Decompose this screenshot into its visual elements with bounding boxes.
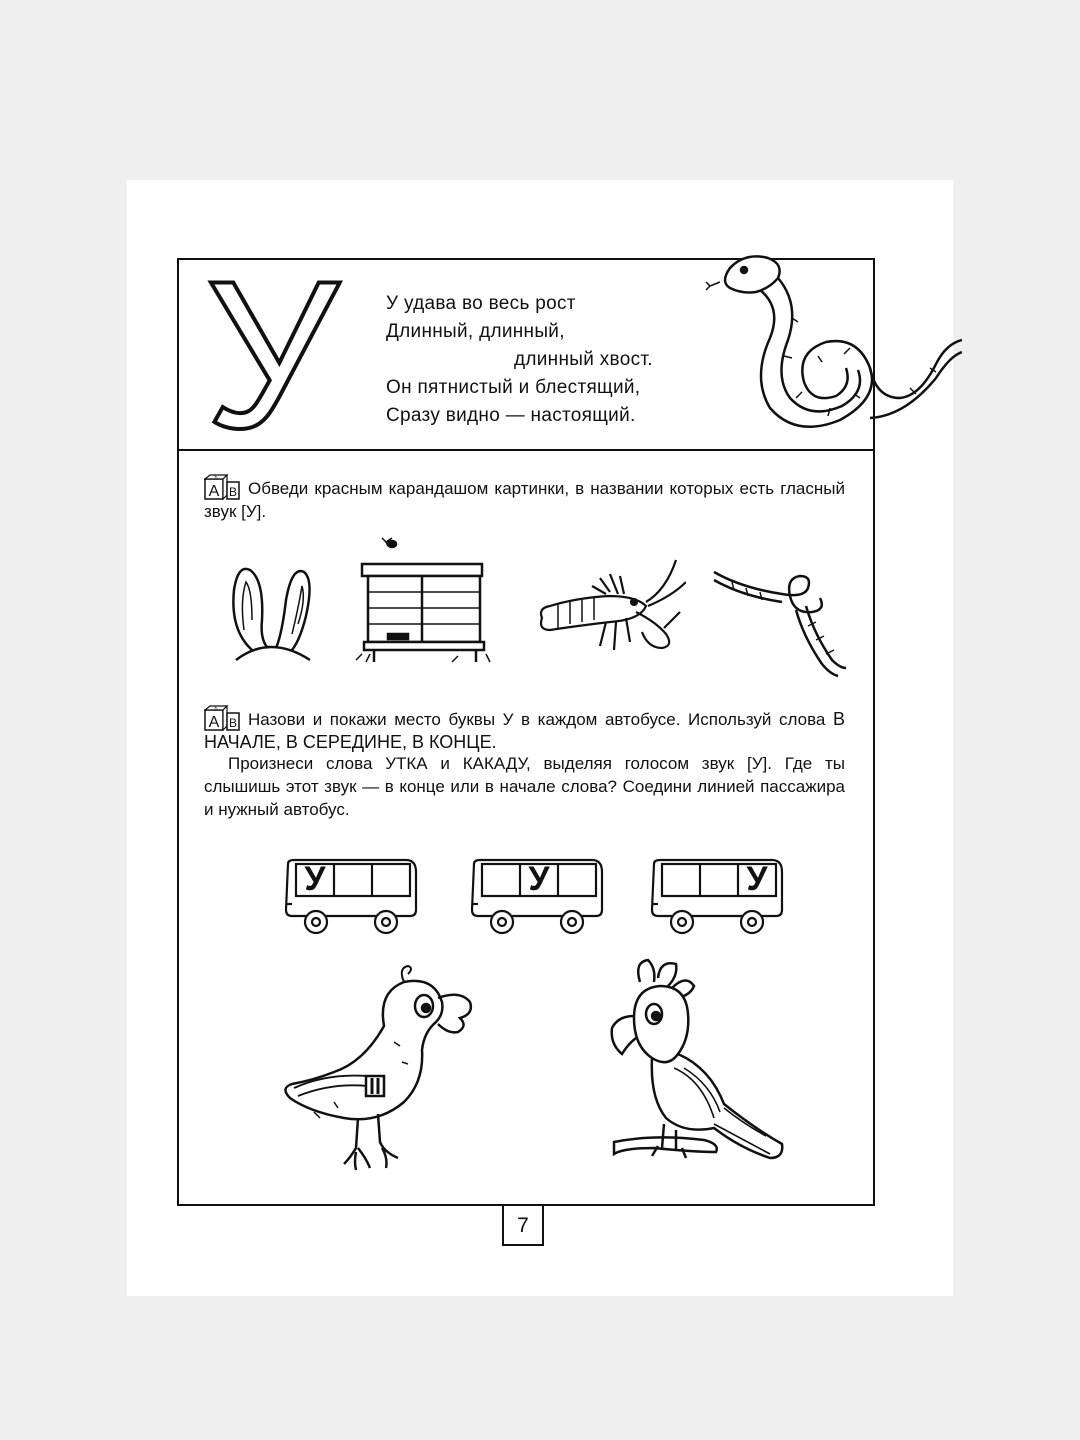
boa-snake-icon	[700, 248, 962, 444]
poem-line: Длинный, длинный,	[386, 321, 565, 342]
task-2-text: Назови и покажи место буквы У в каждом автобусе. Используй слова	[248, 710, 833, 729]
task-2	[204, 705, 845, 754]
svg-text:В: В	[228, 485, 238, 499]
bus-end[interactable]	[648, 858, 784, 938]
bus-start[interactable]	[282, 858, 418, 938]
poem	[386, 290, 686, 430]
poem-line: Сразу видно — настоящий.	[386, 405, 636, 426]
bus-letter: У	[528, 860, 550, 898]
task-1-text: Обведи красным карандашом картинки, в названии которых есть гласный звук [У].	[204, 479, 845, 521]
svg-text:Б: Б	[214, 706, 218, 712]
bus-middle[interactable]	[468, 858, 604, 938]
duck-icon[interactable]	[274, 962, 480, 1176]
svg-text:В: В	[228, 716, 238, 730]
task-2-emphasis: В НАЧАЛЕ, В СЕРЕДИНЕ, В КОНЦЕ.	[204, 709, 845, 752]
header-divider	[177, 449, 875, 451]
crayfish-icon[interactable]	[536, 552, 686, 660]
big-letter-text: У	[205, 255, 339, 440]
poem-line: Он пятнистый и блестящий,	[386, 377, 641, 398]
task-1	[204, 474, 845, 523]
abv-blocks-icon	[204, 705, 240, 731]
svg-text:Б: Б	[214, 475, 218, 481]
bus-letter: У	[746, 860, 768, 898]
poem-line: длинный хвост.	[514, 349, 653, 370]
cockatoo-icon[interactable]	[594, 958, 794, 1180]
ears-icon[interactable]	[222, 560, 318, 666]
svg-text:А: А	[208, 483, 220, 500]
rope-knot-icon[interactable]	[712, 564, 848, 682]
bus-letter: У	[304, 860, 326, 898]
big-letter-u	[200, 255, 350, 440]
task-2-paragraph: Произнеси слова УТКА и КАКАДУ, выделяя голосом звук [У]. Где ты слышишь этот звук — в конце или в начале слова? Соедини линией пассажира и нужный автобус.	[204, 754, 845, 819]
abv-blocks-icon	[204, 474, 240, 500]
beehive-icon[interactable]	[352, 534, 498, 668]
page-number: 7	[502, 1206, 544, 1246]
poem-line: У удава во весь рост	[386, 293, 576, 314]
svg-text:А: А	[208, 714, 220, 731]
